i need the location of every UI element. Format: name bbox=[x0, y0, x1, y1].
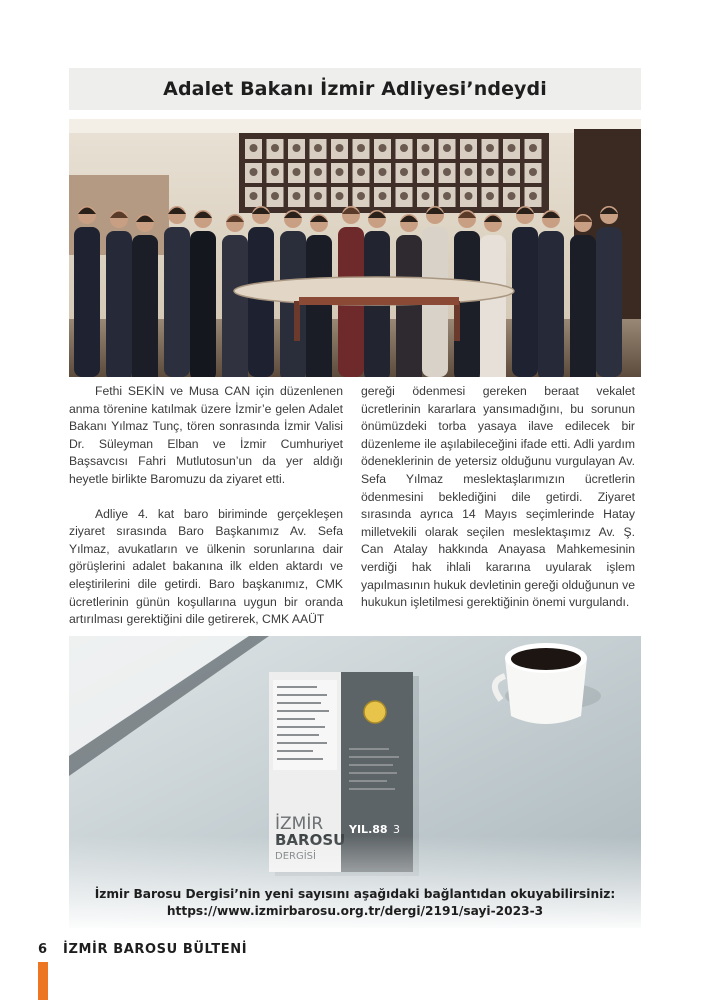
article-paragraph: Adliye 4. kat baro biriminde gerçekleşen ziyaret sırasında Baro Başkanımız Av. Sefa Yılmaz, avukatların ve ülkenin sorunlarına dair görüşlerini adalet bakanına ilk elden aktardı ve eleştirilerini dile getirdi. Baro başkanımız, CMK ücretlerinin günün koşullarına uygun bir oranda artırılması gerektiğini dile getirerek, CMK AAÜT bbox=[69, 506, 343, 627]
article-title-bar bbox=[69, 68, 641, 110]
article-title: Adalet Bakanı İzmir Adliyesi’ndeydi bbox=[163, 78, 547, 100]
article-column-left bbox=[69, 383, 343, 646]
page-footer bbox=[38, 942, 247, 957]
page-number: 6 bbox=[38, 942, 48, 957]
article-column-right bbox=[361, 383, 635, 629]
article-paragraph: Fethi SEKİN ve Musa CAN için düzenlenen anma törenine katılmak üzere İzmir’e gelen Adalet Bakanı Yılmaz Tunç, tören sonrasında İzmir Valisi Dr. Süleyman Elban ve İzmir Cumhuriyet Başsavcısı Fahri Mutlutosun’un da yer aldığı heyetle birlikte Baromuzu da ziyaret etti. bbox=[69, 384, 343, 486]
magazine-link[interactable]: https://www.izmirbarosu.org.tr/dergi/2191/sayi-2023-3 bbox=[166, 904, 544, 918]
magazine-photo bbox=[69, 636, 641, 928]
delegation-group-photo bbox=[69, 119, 641, 377]
magazine-caption bbox=[69, 886, 641, 920]
accent-bar bbox=[38, 962, 48, 1000]
cover-line1: İZMİR bbox=[275, 814, 324, 834]
caption-text: İzmir Barosu Dergisi’nin yeni sayısını aşağıdaki bağlantıdan okuyabilirsiniz: bbox=[94, 887, 616, 901]
article-paragraph: gereği ödenmesi gereken beraat vekalet ücretlerinin kararlara yansımadığını, bu sorunun önümüzdeki torba yasaya ilave edilecek bir düzenleme ile aşılabileceğini ifade etti. Adli yardım ödeneklerinin de yetersiz olduğunu vurgulayan Av. Sefa Yılmaz meslektaşlarımızın ücretlerin ödenmesini beklediğini dile getirdi. Ziyaret sırasında ayrıca 14 Mayıs seçimlerinde Hatay milletvekili olarak seçilen meslektaşımız Av. Ş. Can Atalay hakkında Anayasa Mahkemesinin verdiği hak ihlali kararına uyularak işlem yapılmasının hukuk devletinin gereği olduğunun ve hukukun işletilmesi gerektiğinin önemi vurgulandı. bbox=[361, 384, 635, 610]
publication-name: İZMİR BAROSU BÜLTENİ bbox=[63, 942, 248, 957]
cover-year-label: YIL.88 bbox=[349, 823, 388, 836]
cover-issue-label: 3 bbox=[393, 823, 400, 836]
